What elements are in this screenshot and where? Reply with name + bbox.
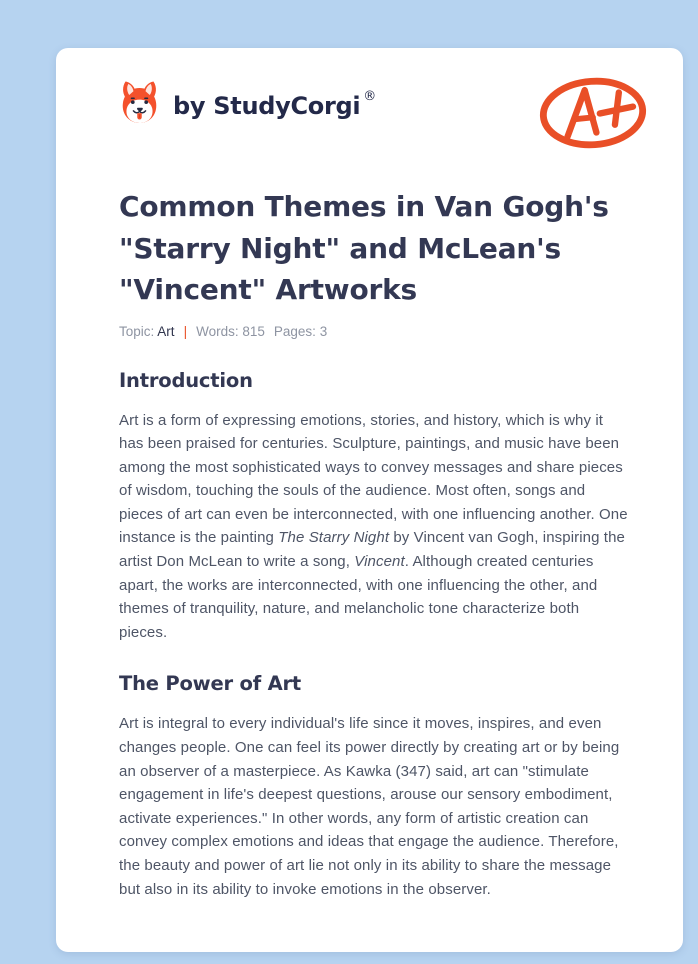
a-plus-icon (538, 139, 648, 156)
pages-meta: Pages: 3 (273, 323, 328, 339)
corgi-icon (119, 80, 160, 129)
text-segment: . Although created centuries apart, the works are interconnected, with one influencing the other, and themes of tranquility, nature, and melancholic tone characterize both pieces. (119, 553, 598, 641)
text-segment: Art is a form of expressing emotions, stories, and history, which is why it has been praised for centuries. Sculpture, paintings, and music have been among the most sophisticated ways to convey messages and share pieces of wisdom, touching the souls of the audience. Most often, songs and pieces of art can even be interconnected, with one influencing another. One instance is the painting (119, 411, 628, 547)
article-section (119, 672, 629, 901)
text-segment: The Starry Night (278, 529, 390, 547)
brand-text: by StudyCorgi ® (173, 89, 376, 120)
site-header (119, 74, 648, 154)
article-meta (119, 324, 629, 339)
grade-badge (538, 74, 648, 157)
page-title: Common Themes in Van Gogh's "Starry Night" and McLean's "Vincent" Artworks (119, 190, 609, 306)
document-card (56, 48, 683, 952)
paragraph (119, 712, 629, 901)
studycorgi-logo[interactable] (119, 80, 376, 129)
section-heading: The Power of Art (119, 672, 302, 696)
paragraph (119, 409, 629, 645)
article-section (119, 369, 629, 645)
registered-mark: ® (363, 89, 376, 104)
text-segment: Art is integral to every individual's life since it moves, inspires, and even changes people. One can feel its power directly by creating art or by being an observer of a masterpiece. As Kawka (347) said, art can "stimulate engagement in life's deepest questions, arouse our sensory embodiment, activate experiences." In other words, any form of artistic creation can convey complex emotions and ideas that engage the audience. Therefore, the beauty and power of art lie not only in its ability to share the message but also in its ability to invoke emotions in the observer. (119, 715, 620, 898)
topic-meta: Topic: Art (119, 323, 175, 339)
topic-link[interactable]: Art (157, 323, 175, 339)
section-heading: Introduction (119, 368, 253, 392)
text-segment: by Vincent van Gogh, inspiring the artist Don McLean to write a song, (119, 529, 625, 571)
meta-separator: | (183, 323, 188, 339)
text-segment: Vincent (354, 553, 405, 571)
words-meta: Words: 815 (196, 323, 265, 339)
